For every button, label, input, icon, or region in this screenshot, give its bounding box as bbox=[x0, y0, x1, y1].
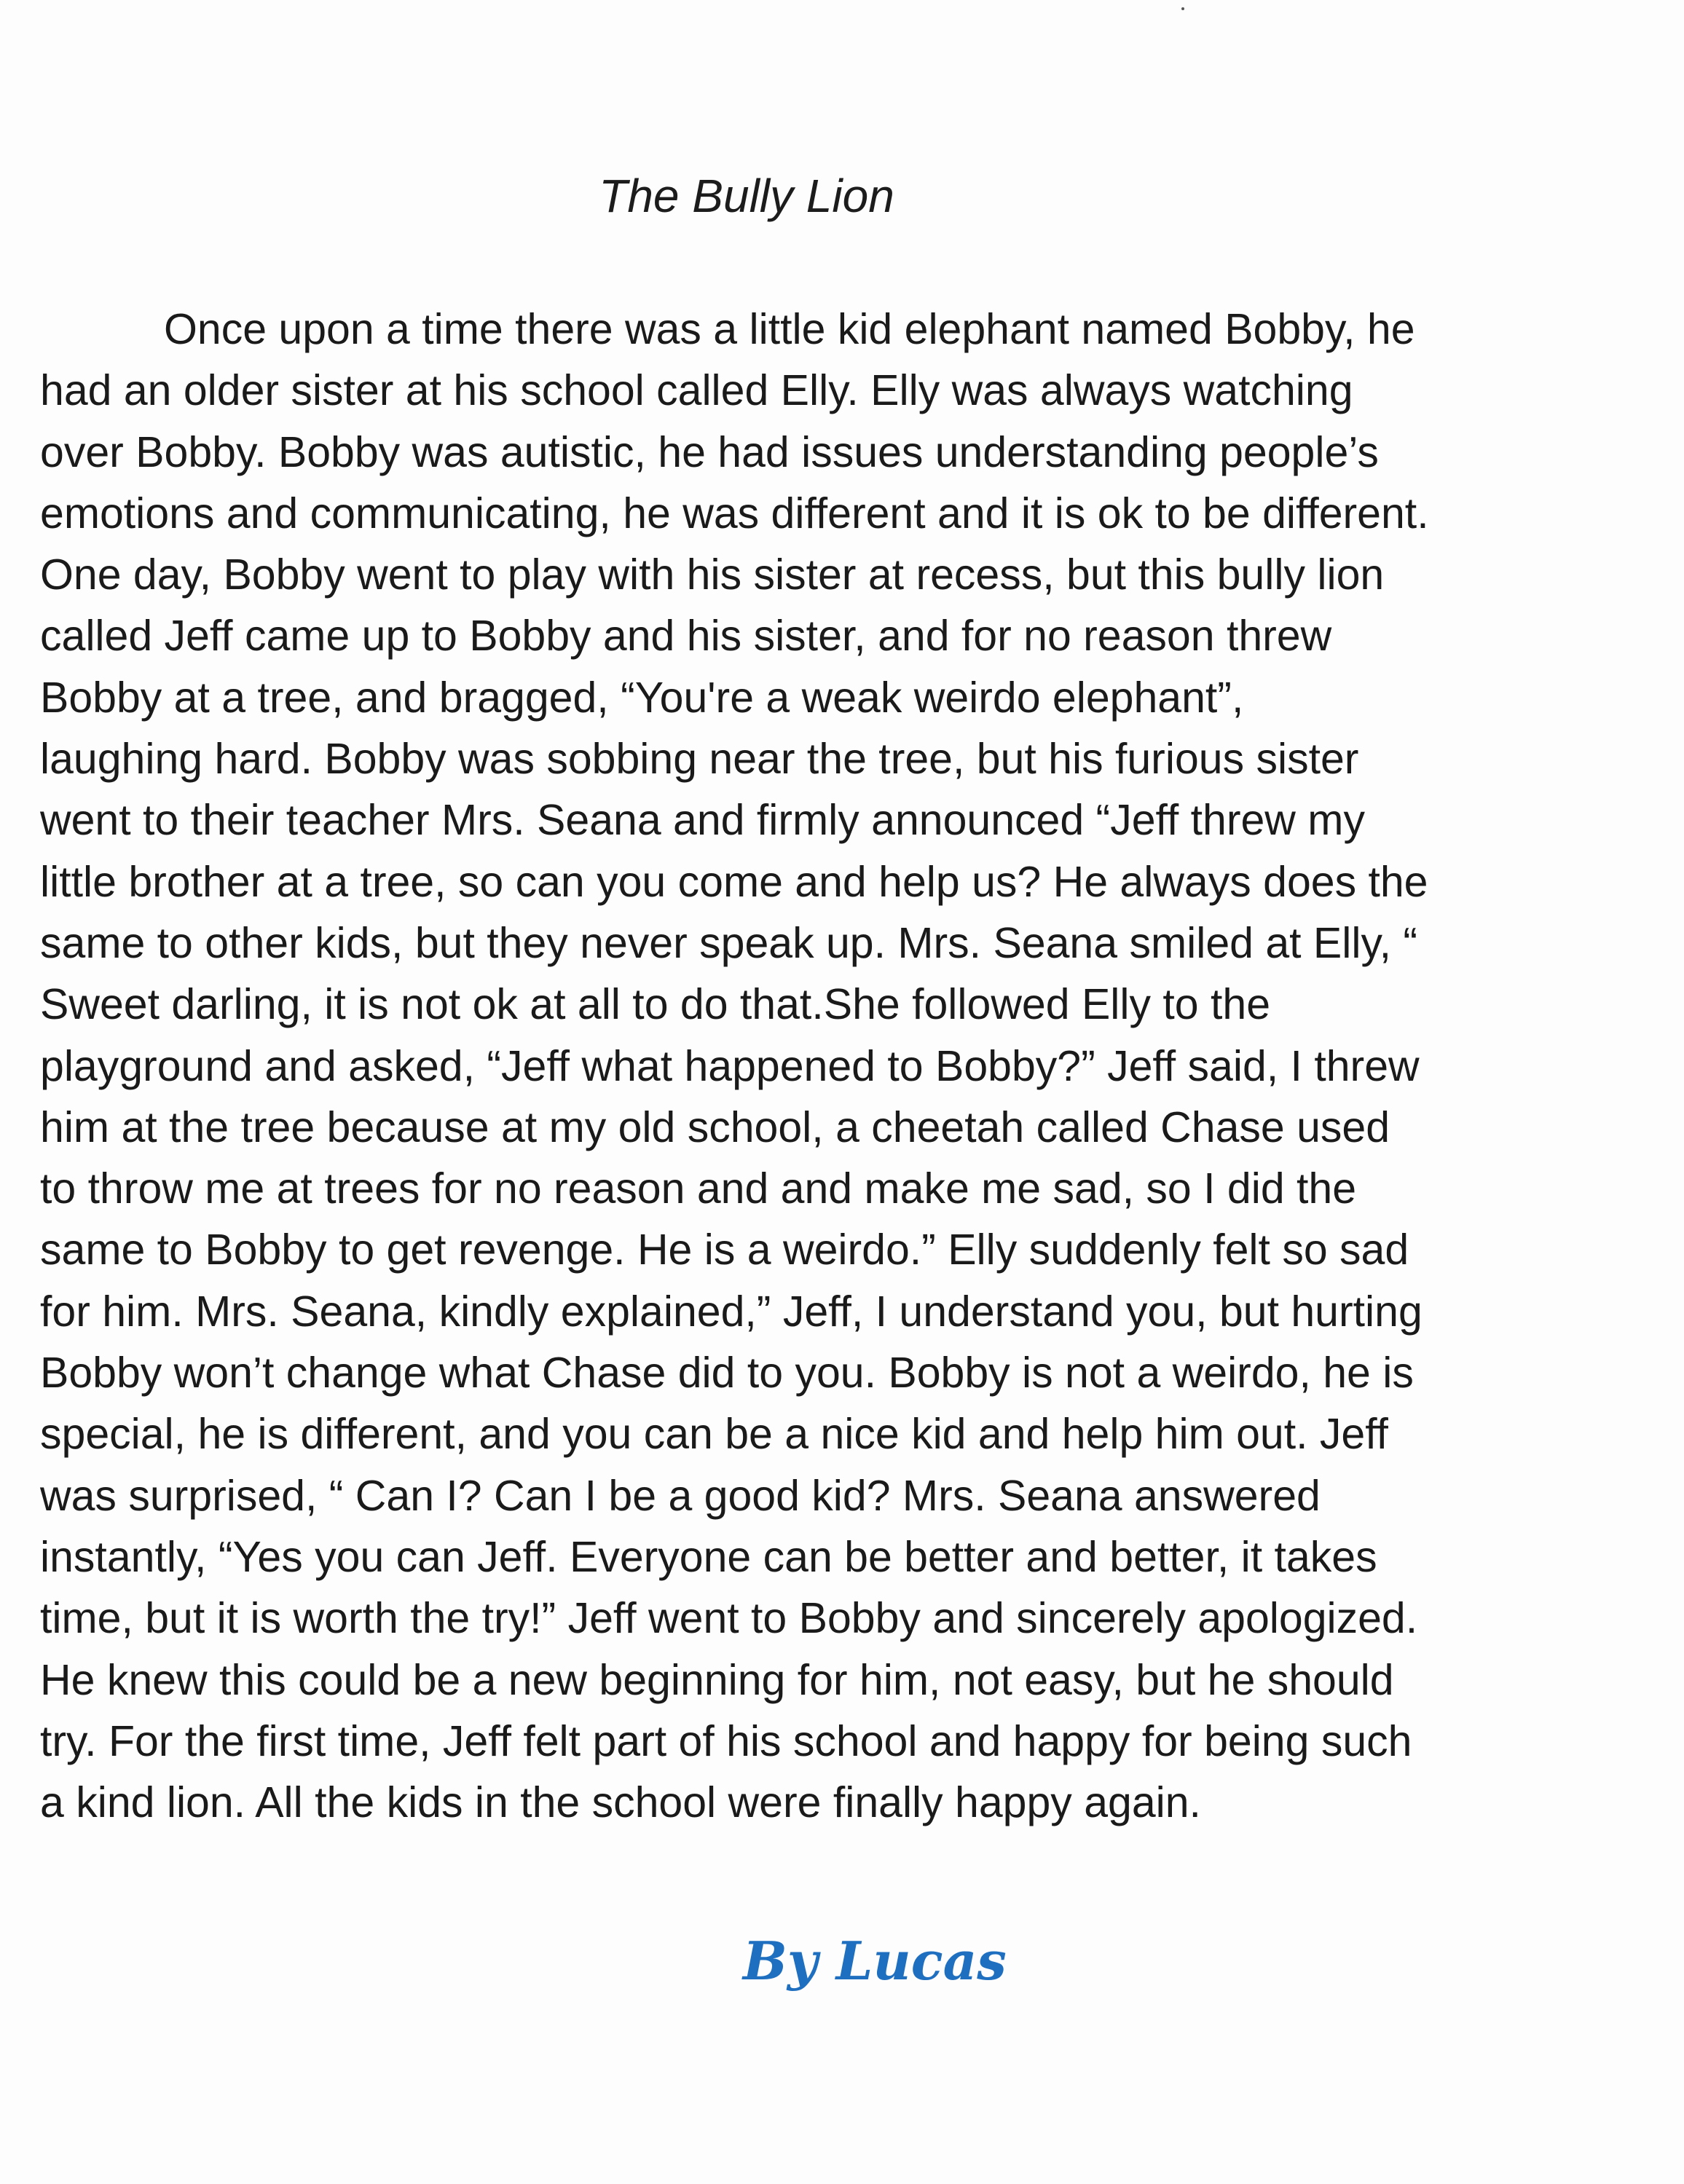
story-line: laughing hard. Bobby was sobbing near the tree, but his furious sister bbox=[40, 735, 1359, 784]
story-line: instantly, “Yes you can Jeff. Everyone can be better and better, it takes bbox=[40, 1532, 1377, 1581]
story-line: emotions and communicating, he was different and it is ok to be different. bbox=[40, 489, 1429, 537]
story-line: over Bobby. Bobby was autistic, he had issues understanding people’s bbox=[40, 427, 1379, 476]
story-line: special, he is different, and you can be a nice kid and help him out. Jeff bbox=[40, 1410, 1388, 1459]
story-title: The Bully Lion bbox=[599, 170, 894, 222]
story-line: to throw me at trees for no reason and and make me sad, so I did the bbox=[40, 1164, 1357, 1213]
story-line: called Jeff came up to Bobby and his sister, and for no reason threw bbox=[40, 612, 1332, 661]
story-line: Sweet darling, it is not ok at all to do that.She followed Elly to the bbox=[40, 980, 1271, 1029]
story-line: same to other kids, but they never speak up. Mrs. Seana smiled at Elly, “ bbox=[40, 918, 1418, 967]
story-body bbox=[40, 299, 1606, 1833]
story-line: went to their teacher Mrs. Seana and firmly announced “Jeff threw my bbox=[40, 796, 1365, 845]
story-line: One day, Bobby went to play with his sister at recess, but this bully lion bbox=[40, 551, 1385, 599]
story-line: for him. Mrs. Seana, kindly explained,” Jeff, I understand you, but hurting bbox=[40, 1287, 1423, 1336]
story-line: time, but it is worth the try!” Jeff went to Bobby and sincerely apologized. bbox=[40, 1594, 1418, 1643]
story-line: try. For the first time, Jeff felt part of his school and happy for being such bbox=[40, 1716, 1412, 1765]
story-line: had an older sister at his school called Elly. Elly was always watching bbox=[40, 366, 1353, 415]
scan-speck bbox=[1181, 7, 1184, 10]
story-line: Bobby at a tree, and bragged, “You're a weak weirdo elephant”, bbox=[40, 673, 1244, 722]
story-line: a kind lion. All the kids in the school were finally happy again. bbox=[40, 1778, 1201, 1827]
story-line: him at the tree because at my old school, a cheetah called Chase used bbox=[40, 1103, 1390, 1151]
story-line: Once upon a time there was a little kid elephant named Bobby, he bbox=[164, 305, 1415, 353]
story-line: little brother at a tree, so can you come and help us? He always does the bbox=[40, 857, 1428, 906]
story-line: same to Bobby to get revenge. He is a weirdo.” Elly suddenly felt so sad bbox=[40, 1226, 1409, 1274]
story-line: Bobby won’t change what Chase did to you. Bobby is not a weirdo, he is bbox=[40, 1349, 1414, 1397]
story-line: was surprised, “ Can I? Can I be a good kid? Mrs. Seana answered bbox=[40, 1471, 1321, 1520]
author-signature: By Lucas bbox=[743, 1930, 1007, 1992]
story-line: He knew this could be a new beginning for him, not easy, but he should bbox=[40, 1655, 1394, 1704]
story-line: playground and asked, “Jeff what happened to Bobby?” Jeff said, I threw bbox=[40, 1041, 1420, 1090]
